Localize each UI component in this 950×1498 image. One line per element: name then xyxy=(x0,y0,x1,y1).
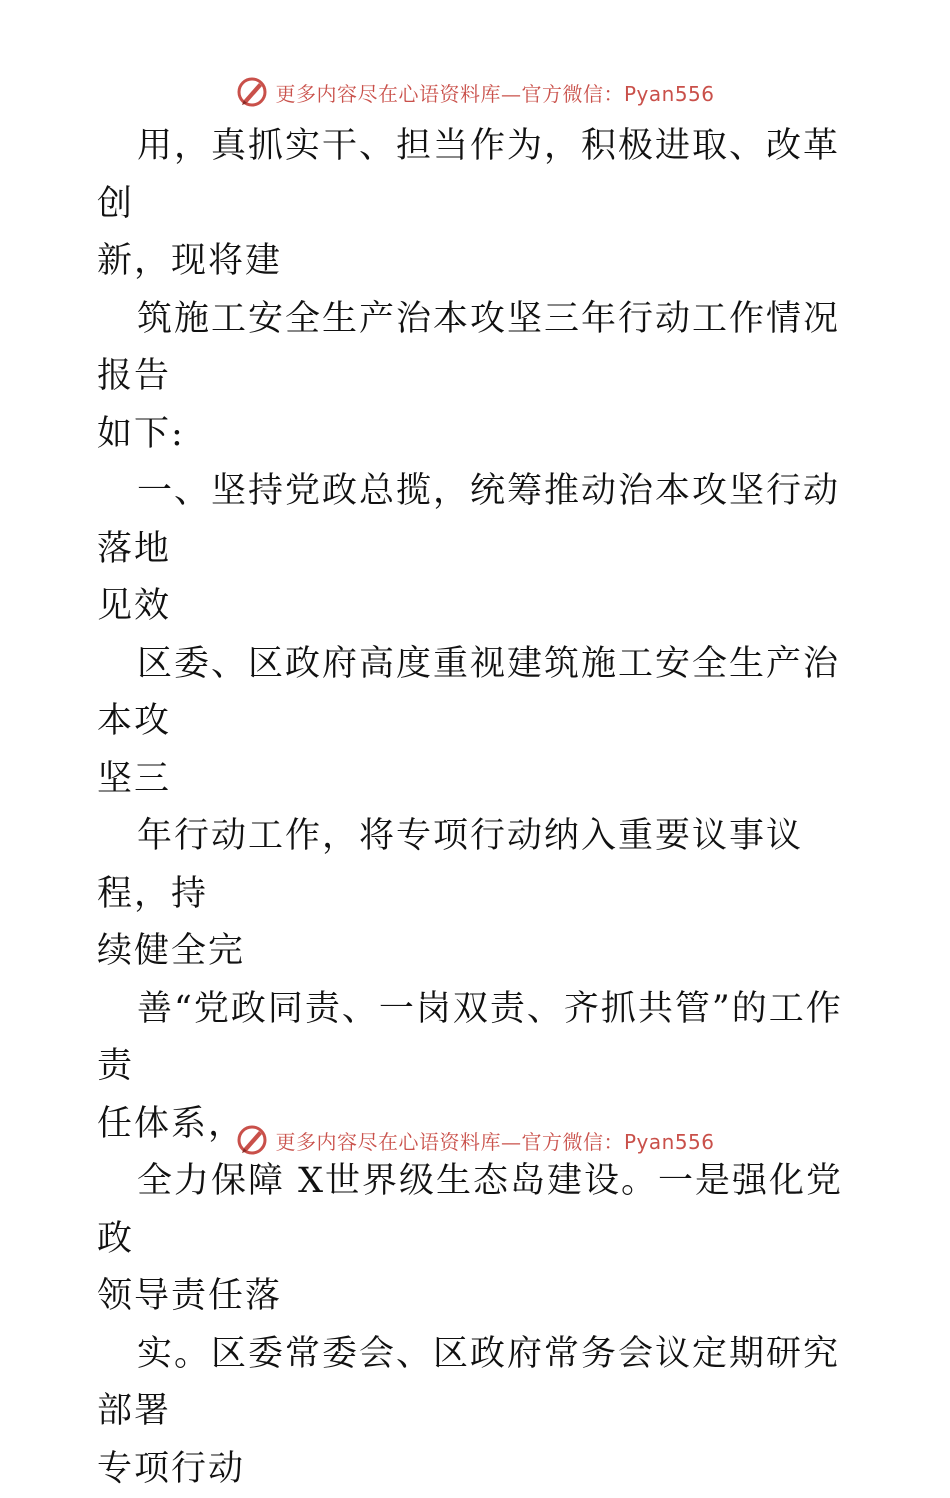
header-watermark xyxy=(0,72,950,112)
text-line: 实。区委常委会、区政府常务会议定期研究部署 xyxy=(97,1326,857,1441)
paragraph xyxy=(97,118,857,291)
text-line: 领导责任落 xyxy=(57,1268,857,1326)
paragraph xyxy=(97,1326,857,1498)
text-line: 如下: xyxy=(57,406,857,464)
paragraph xyxy=(97,1153,857,1326)
paragraph xyxy=(97,808,857,981)
text-line: 善“党政同责、一岗双责、齐抓共管”的工作责 xyxy=(97,981,857,1096)
watermark-text: 更多内容尽在心语资料库—官方微信：Pyan556 xyxy=(275,1126,714,1155)
text-line: 续健全完 xyxy=(57,923,857,981)
text-line: 新，现将建 xyxy=(57,233,857,291)
text-line: 区委、区政府高度重视建筑施工安全生产治本攻 xyxy=(97,636,857,751)
text-line: 筑施工安全生产治本攻坚三年行动工作情况报告 xyxy=(97,291,857,406)
pen-circle-logo-icon xyxy=(235,75,269,109)
document-body xyxy=(97,118,857,1498)
text-line: 一、坚持党政总揽，统筹推动治本攻坚行动落地 xyxy=(97,463,857,578)
text-line: 任体系， xyxy=(57,1096,857,1154)
text-line: 坚三 xyxy=(57,751,857,809)
text-line: 年行动工作，将专项行动纳入重要议事议程，持 xyxy=(97,808,857,923)
paragraph xyxy=(97,291,857,464)
footer-watermark xyxy=(0,1120,950,1160)
paragraph xyxy=(97,463,857,636)
text-line: 见效 xyxy=(57,578,857,636)
paragraph xyxy=(97,636,857,809)
text-line: 全力保障 X世界级生态岛建设。一是强化党政 xyxy=(97,1153,857,1268)
text-line: 专项行动 xyxy=(57,1441,857,1498)
pen-circle-logo-icon xyxy=(235,1123,269,1157)
watermark-text: 更多内容尽在心语资料库—官方微信：Pyan556 xyxy=(275,78,714,107)
text-line: 用，真抓实干、担当作为，积极进取、改革创 xyxy=(97,118,857,233)
